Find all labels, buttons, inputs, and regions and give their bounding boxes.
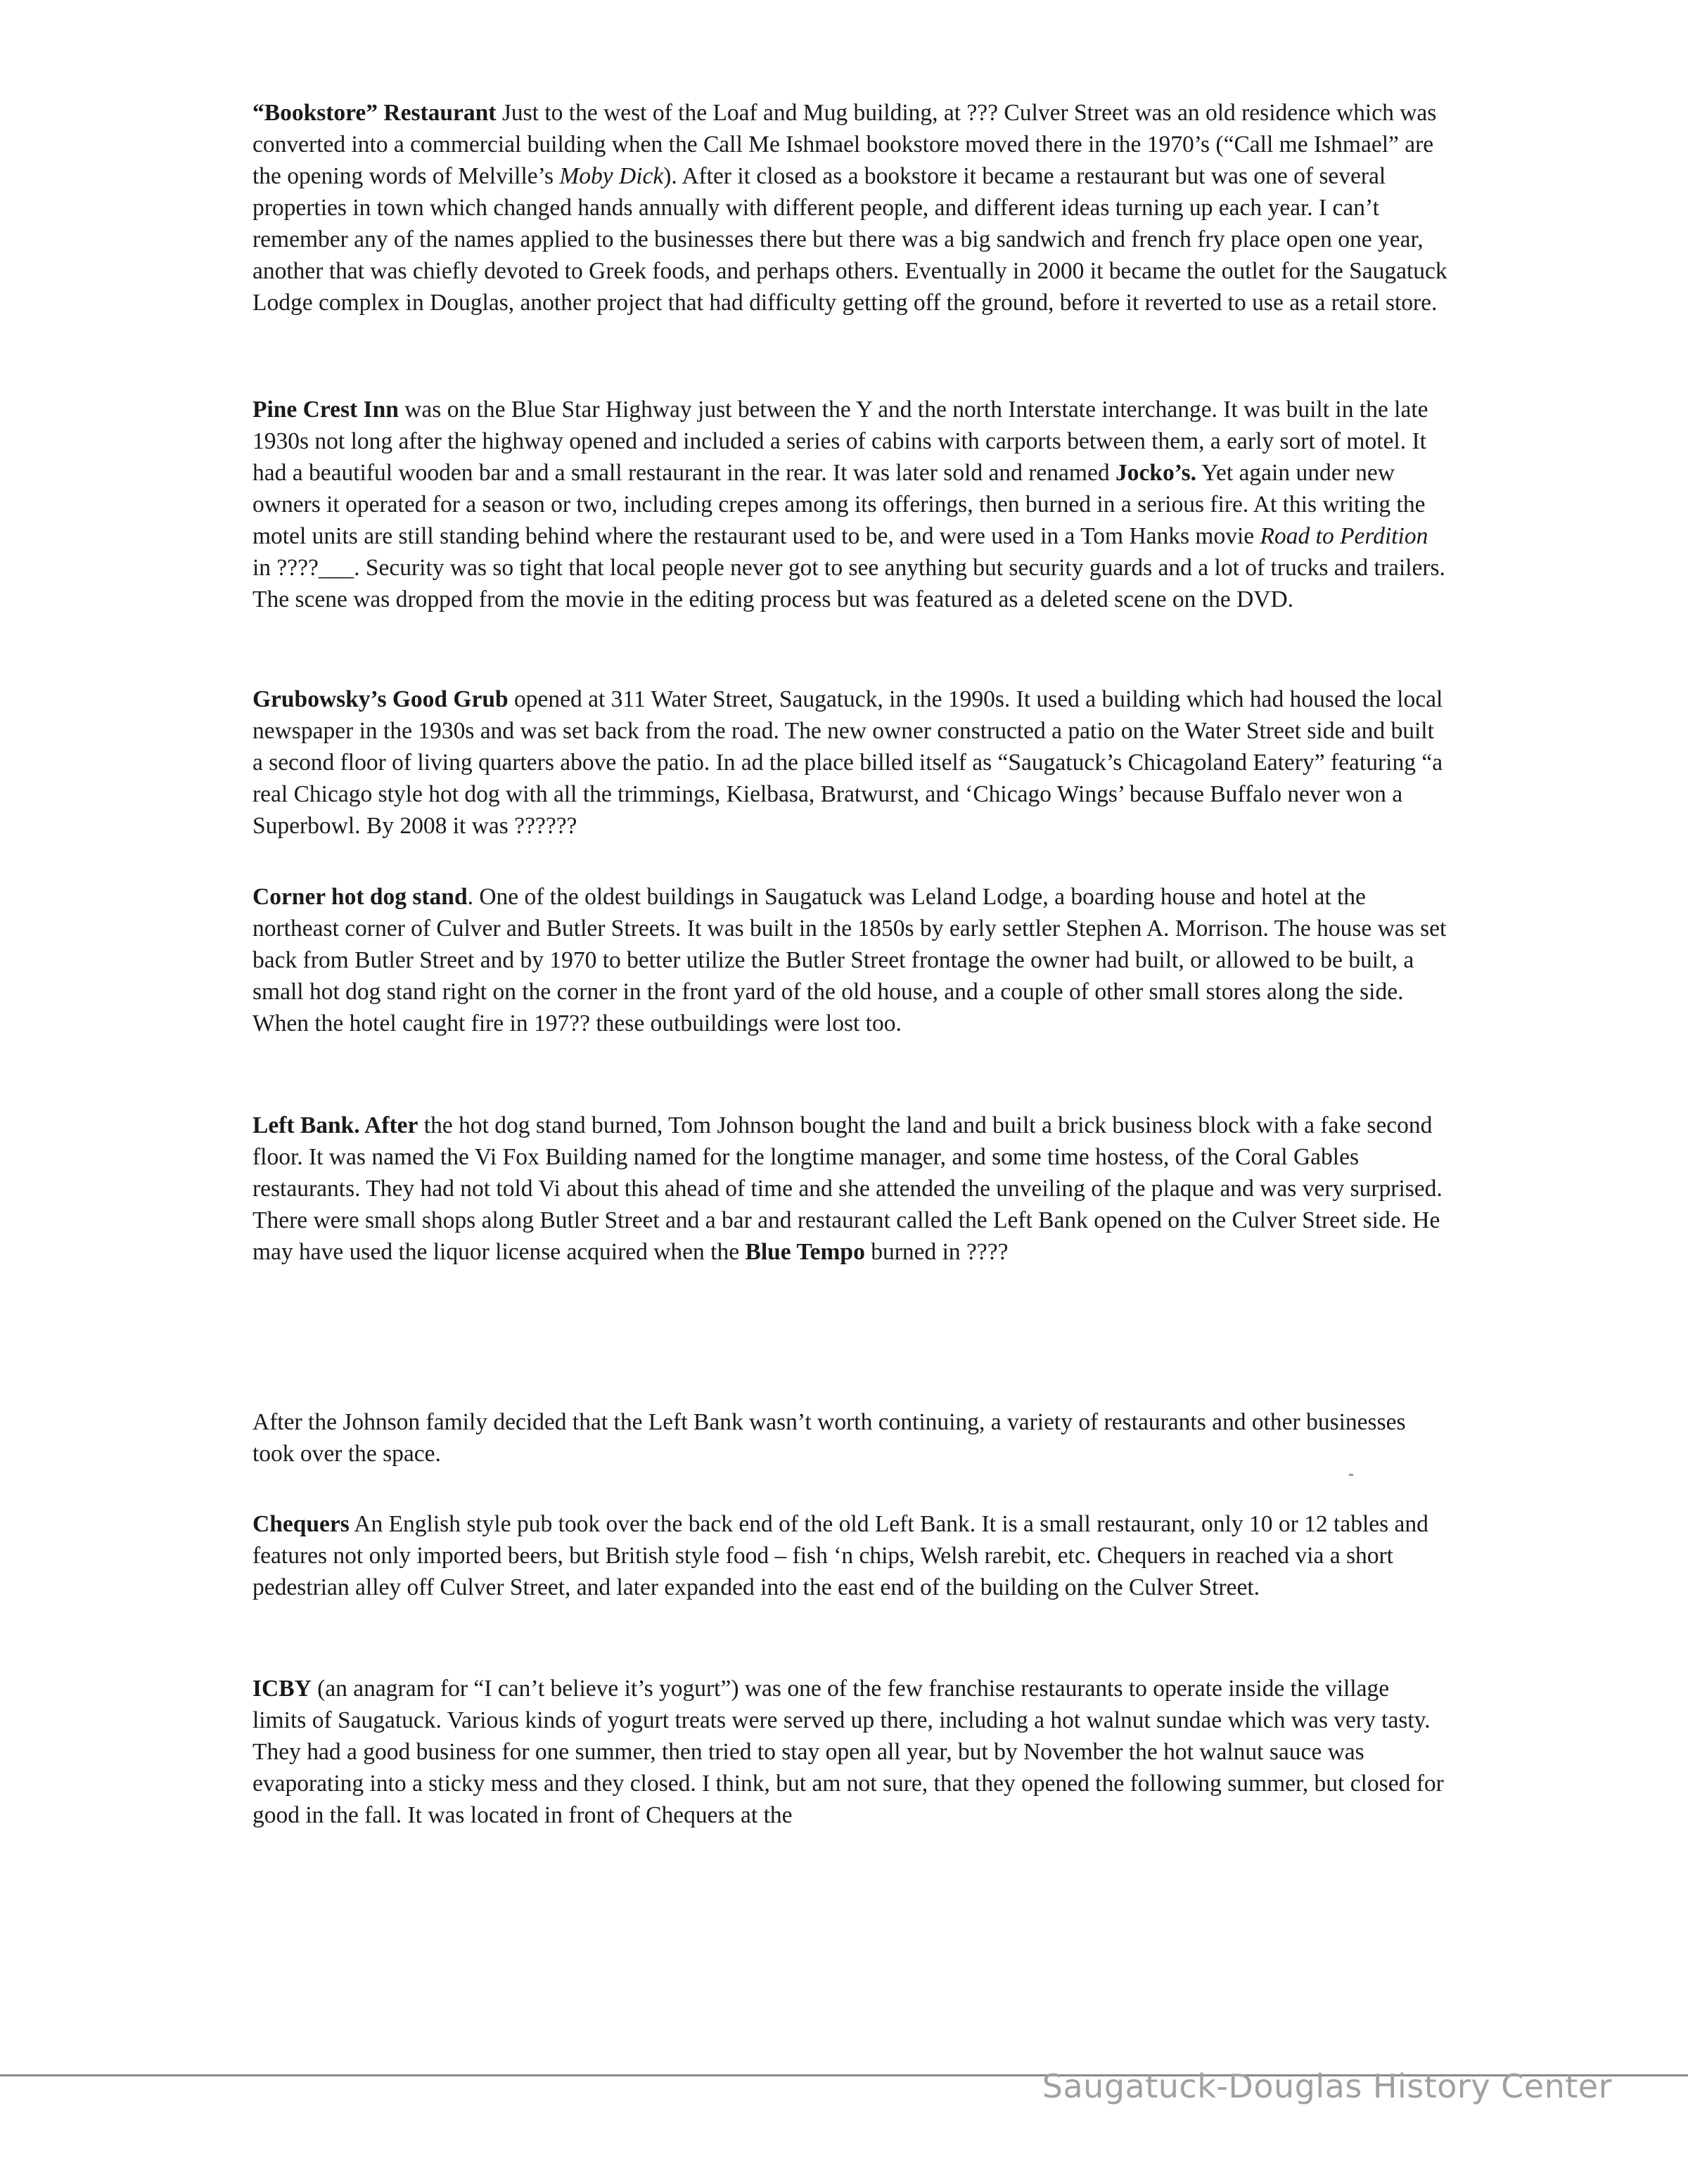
- history-center-watermark: Saugatuck-Douglas History Center: [1042, 2067, 1612, 2105]
- entry-pine-crest-inn: [252, 394, 1448, 615]
- entry-text: the hot dog stand burned, Tom Johnson bought the land and built a brick business block with a fake second floor. It was named the Vi Fox Building named for the longtime manager, and some time hostess, of the Coral Gables restaurants. They had not told Vi about this ahead of time and she attended the unveiling of the plaque and was very surprised. There were small shops along Butler Street and a bar and restaurant called the Left Bank opened on the Culver Street side. He may have used the liquor license acquired when the: [252, 1112, 1443, 1265]
- entry-after-johnson: [252, 1406, 1448, 1470]
- entry-icby: [252, 1673, 1448, 1831]
- entry-text: opened at 311 Water Street, Saugatuck, in the 1990s. It used a building which had housed the local newspaper in the 1930s and was set back from the road. The new owner constructed a patio on the Water Street side and built a second floor of living quarters above the patio. In ad the place billed itself as “Saugatuck’s Chicagoland Eatery” featuring “a real Chicago style hot dog with all the trimmings, Kielbasa, Bratwurst, and ‘Chicago Wings’ because Buffalo never won a Superbowl. By 2008 it was ??????: [252, 686, 1443, 839]
- entry-bookstore-restaurant: [252, 97, 1448, 319]
- entry-text: An English style pub took over the back end of the old Left Bank. It is a small restaurant, only 10 or 12 tables and features not only imported beers, but British style food – fish ‘n chips, Welsh rarebit, etc. Chequers in reached via a short pedestrian alley off Culver Street, and later expanded into the east end of the building on the Culver Street.: [252, 1511, 1428, 1600]
- entry-text: After the Johnson family decided that the Left Bank wasn’t worth continuing, a variety of restaurants and other businesses took over the space.: [252, 1409, 1406, 1467]
- entry-heading: Grubowsky’s Good Grub: [252, 686, 509, 712]
- entry-text: ). After it closed as a bookstore it became a restaurant but was one of several properties in town which changed hands annually with different people, and different ideas turning up each year. I can’t remember any of the names applied to the businesses there but there was a big sandwich and french fry place open one year, another that was chiefly devoted to Greek foods, and perhaps others. Eventually in 2000 it became the outlet for the Saugatuck Lodge complex in Douglas, another project that had difficulty getting off the ground, before it reverted to use as a retail store.: [252, 163, 1447, 316]
- entry-heading: Left Bank. After: [252, 1112, 418, 1138]
- entry-text: burned in ????: [864, 1239, 1009, 1265]
- entry-text: in ????___. Security was so tight that local people never got to see anything but security guards and a lot of trucks and trailers. The scene was dropped from the movie in the editing process but was featured as a deleted scene on the DVD.: [252, 555, 1445, 612]
- entry-text: was on the Blue Star Highway just between the Y and the north Interstate interchange. It was built in the late 1930s not long after the highway opened and included a series of cabins with carports between them, a early sort of motel. It had a beautiful wooden bar and a small restaurant in the rear. It was later sold and renamed: [252, 397, 1428, 486]
- entry-left-bank: [252, 1110, 1448, 1268]
- scan-speck: [1349, 1474, 1353, 1476]
- entry-subheading: Jocko’s.: [1115, 460, 1197, 486]
- entry-subheading: Blue Tempo: [745, 1239, 865, 1265]
- entry-corner-hot-dog-stand: [252, 881, 1448, 1039]
- entry-text: (an anagram for “I can’t believe it’s yogurt”) was one of the few franchise restaurants to operate inside the village limits of Saugatuck. Various kinds of yogurt treats were served up there, including a hot walnut sundae which was very tasty. They had a good business for one summer, then tried to stay open all year, but by November the hot walnut sauce was evaporating into a sticky mess and they closed. I think, but am not sure, that they opened the following summer, but closed for good in the fall. It was located in front of Chequers at the: [252, 1676, 1444, 1828]
- entry-grubowskys-good-grub: [252, 683, 1448, 842]
- entry-text: Yet again under new owners it operated for a season or two, including crepes among its offerings, then burned in a serious fire. At this writing the motel units are still standing behind where the restaurant used to be, and were used in a Tom Hanks movie: [252, 460, 1426, 549]
- movie-title: Road to Perdition: [1260, 523, 1428, 549]
- entry-text: Just to the west of the Loaf and Mug building, at ??? Culver Street was an old residence which was converted into a commercial building when the Call Me Ishmael bookstore moved there in the 1970’s (“Call me Ishmael” are the opening words of Melville’s: [252, 100, 1437, 189]
- book-title: Moby Dick: [559, 163, 664, 189]
- entry-heading: ICBY: [252, 1676, 312, 1702]
- entry-text: . One of the oldest buildings in Saugatuck was Leland Lodge, a boarding house and hotel at the northeast corner of Culver and Butler Streets. It was built in the 1850s by early settler Stephen A. Morrison. The house was set back from Butler Street and by 1970 to better utilize the Butler Street frontage the owner had built, or allowed to be built, a small hot dog stand right on the corner in the front yard of the old house, and a couple of other small stores along the side. When the hotel caught fire in 197?? these outbuildings were lost too.: [252, 884, 1447, 1036]
- entry-chequers: [252, 1508, 1448, 1603]
- entry-heading: “Bookstore” Restaurant: [252, 100, 497, 126]
- entry-heading: Pine Crest Inn: [252, 397, 399, 423]
- entry-heading: Corner hot dog stand: [252, 884, 468, 910]
- entry-heading: Chequers: [252, 1511, 350, 1537]
